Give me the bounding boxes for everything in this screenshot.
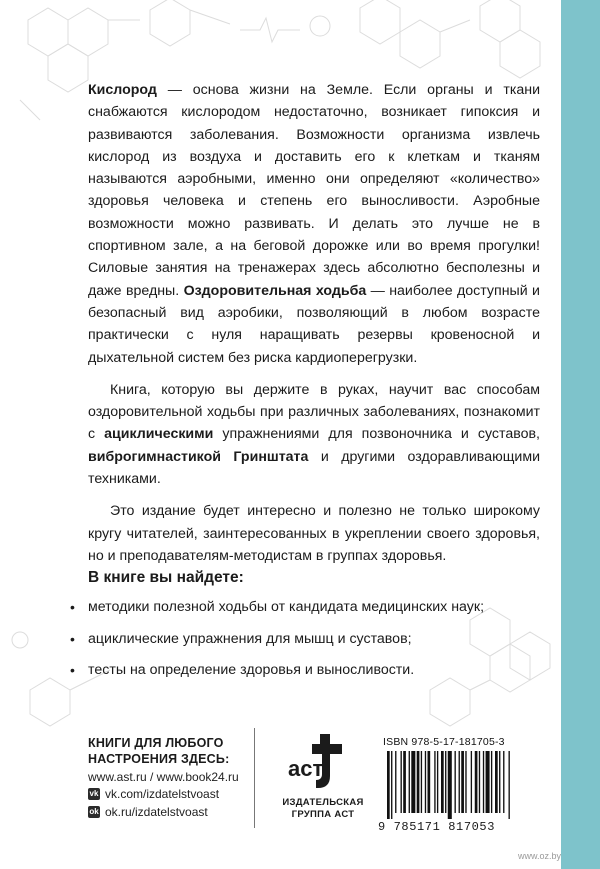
barcode-image — [383, 751, 551, 819]
publisher-logo-text: аст — [288, 756, 324, 781]
barcode-bar — [417, 751, 420, 813]
vk-link[interactable]: vk vk.com/izdatelstvoast — [89, 787, 220, 801]
publisher-name: ИЗДАТЕЛЬСКАЯ ГРУППА АСТ — [282, 797, 364, 820]
barcode-bar — [499, 751, 500, 813]
list-item: • тесты на определение здоровья и выносливости. — [70, 662, 415, 678]
barcode-bar — [471, 751, 472, 813]
books-heading: КНИГИ ДЛЯ ЛЮБОГО НАСТРОЕНИЯ ЗДЕСЬ: — [88, 736, 230, 766]
bullet-icon: • — [70, 630, 75, 647]
barcode-bar — [491, 751, 492, 813]
websites-link[interactable]: www.ast.ru / www.book24.ru — [88, 770, 239, 784]
barcode-bar — [403, 751, 406, 813]
find-list — [64, 598, 534, 693]
barcode-bar — [395, 751, 396, 813]
barcode-number: 9 785171 817053 — [378, 820, 496, 834]
watermark: www.oz.by — [518, 851, 562, 861]
paragraph-oxygen: Кислород — основа жизни на Земле. Если органы и ткани снабжаются кислородом недостаточно, возникает гипоксия и развиваются заболевания. Возможности организма извлечь кислород из воздуха и доставить его к клеткам и тканям называются аэробными, именно они определяют «количество» здоровья человека и степень его выносливости. Аэробные возможности можно развивать. И делать это лучше не в спортивном зале, а на беговой дорожке или во время прогулки! Силовые занятия на тренажерах здесь абсолютно бесполезны и даже вредны. Оздоровительная ходьба — наиболее доступный и безопасный вид аэробики, позволяющий в любом возрасте практически с нуля наращивать резервы кровеносной и дыхательной систем без риска кардиоперегрузки. — [88, 82, 540, 366]
barcode-bar — [479, 751, 480, 813]
barcode-bar — [475, 751, 478, 813]
barcode-bar — [445, 751, 446, 813]
barcode-bar — [409, 751, 410, 813]
barcode-bar — [391, 751, 392, 819]
barcode-bar — [465, 751, 466, 813]
term-walking: Оздоровительная ходьба — [183, 282, 367, 299]
publisher-logo — [286, 730, 348, 794]
footer-divider — [254, 728, 255, 828]
barcode-bar — [421, 751, 422, 813]
term-acyclic: ациклическими — [104, 426, 214, 443]
term-oxygen: Кислород — [88, 82, 157, 98]
barcode-bar — [411, 751, 415, 813]
isbn-label: ISBN 978-5-17-181705-3 — [383, 736, 505, 748]
term-vibrogymnastics: виброгимнастикой Гринштата — [88, 448, 309, 465]
list-item: • методики полезной ходьбы от кандидата медицинских наук; — [70, 599, 485, 615]
barcode-bar — [483, 751, 484, 813]
barcode-bar — [503, 751, 504, 813]
find-heading: В книге вы найдете: — [88, 569, 244, 586]
barcode-bar — [486, 751, 490, 813]
barcode-bar — [401, 751, 402, 813]
barcode-bar — [387, 751, 390, 819]
barcode-bar — [437, 751, 438, 813]
barcode-bar — [461, 751, 464, 813]
book-spine-edge — [561, 0, 600, 869]
paragraph-audience: Это издание будет интересно и полезно не только широкому кругу читателей, заинтересованных в укреплении своего здоровья, но и преподавателям-методистам в группах здоровья. — [88, 503, 540, 564]
barcode-bar — [425, 751, 426, 813]
description-text — [88, 79, 540, 577]
barcode-bar — [509, 751, 510, 819]
bullet-icon: • — [70, 662, 75, 678]
barcode-bar — [428, 751, 431, 813]
ok-icon: ok — [89, 807, 99, 816]
barcode-bar — [495, 751, 498, 813]
barcode-bar — [441, 751, 444, 813]
barcode-bar — [459, 751, 460, 813]
paragraph-book: Книга, которую вы держите в руках, научит вас способам оздоровительной ходьбы при различных заболеваниях, познакомит с ациклическими упражнениями для позвоночника и суставов, виброгимнастикой Гринштата и другими оздоравливающими техниками. — [88, 381, 540, 488]
barcode-bar — [448, 751, 452, 819]
vk-icon: vk — [89, 789, 99, 798]
list-item: • ациклические упражнения для мышц и суставов; — [70, 630, 412, 647]
barcode-bar — [455, 751, 456, 813]
barcode-bar — [434, 751, 435, 813]
ok-link[interactable]: ok ok.ru/izdatelstvoast — [89, 805, 208, 819]
bullet-icon: • — [70, 599, 75, 615]
